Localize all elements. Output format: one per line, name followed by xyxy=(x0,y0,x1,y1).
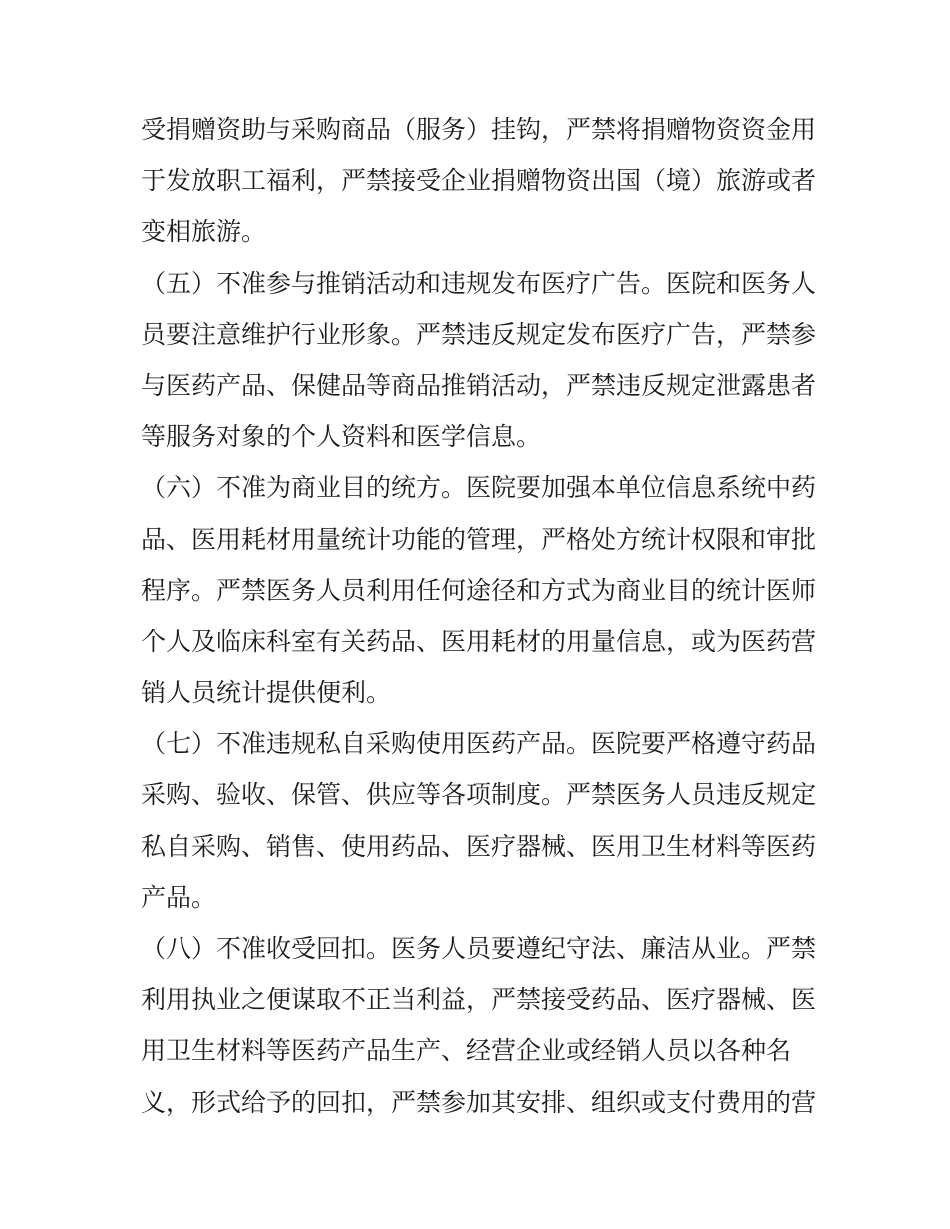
text-line: （八）不准收受回扣。医务人员要遵纪守法、廉洁从业。严禁 xyxy=(141,934,817,963)
text-line: 员要注意维护行业形象。严禁违反规定发布医疗广告，严禁参 xyxy=(141,319,817,349)
text-line: 变相旅游。 xyxy=(141,217,267,247)
text-line: 义，形式给予的回扣，严禁参加其安排、组织或支付费用的营 xyxy=(141,1087,817,1117)
text-line: 品、医用耗材用量统计功能的管理，严格处方统计权限和审批 xyxy=(141,524,817,554)
text-line: 等服务对象的个人资料和医学信息。 xyxy=(141,422,542,452)
text-line: 个人及临床科室有关药品、医用耗材的用量信息，或为医药营 xyxy=(141,626,817,656)
text-line: 利用执业之便谋取不正当利益，严禁接受药品、医疗器械、医 xyxy=(141,985,817,1015)
text-line: （六）不准为商业目的统方。医院要加强本单位信息系统中药 xyxy=(141,473,817,503)
document-body xyxy=(141,108,821,1132)
text-line: 私自采购、销售、使用药品、医疗器械、医用卫生材料等医药 xyxy=(141,831,817,861)
text-line: 程序。严禁医务人员利用任何途径和方式为商业目的统计医师 xyxy=(141,575,817,605)
text-line: 销人员统计提供便利。 xyxy=(141,678,392,708)
text-line: 采购、验收、保管、供应等各项制度。严禁医务人员违反规定 xyxy=(141,780,817,810)
text-line: （五）不准参与推销活动和违规发布医疗广告。医院和医务人 xyxy=(141,268,817,298)
text-line: 用卫生材料等医药产品生产、经营企业或经销人员以各种名 xyxy=(141,1036,792,1066)
text-line: 与医药产品、保健品等商品推销活动，严禁违反规定泄露患者 xyxy=(141,370,817,400)
text-line: 受捐赠资助与采购商品（服务）挂钩，严禁将捐赠物资资金用 xyxy=(141,115,817,144)
text-line: 于发放职工福利，严禁接受企业捐赠物资出国（境）旅游或者 xyxy=(141,166,817,196)
text-line: （七）不准违规私自采购使用医药产品。医院要严格遵守药品 xyxy=(141,729,817,759)
text-line: 产品。 xyxy=(141,882,217,912)
